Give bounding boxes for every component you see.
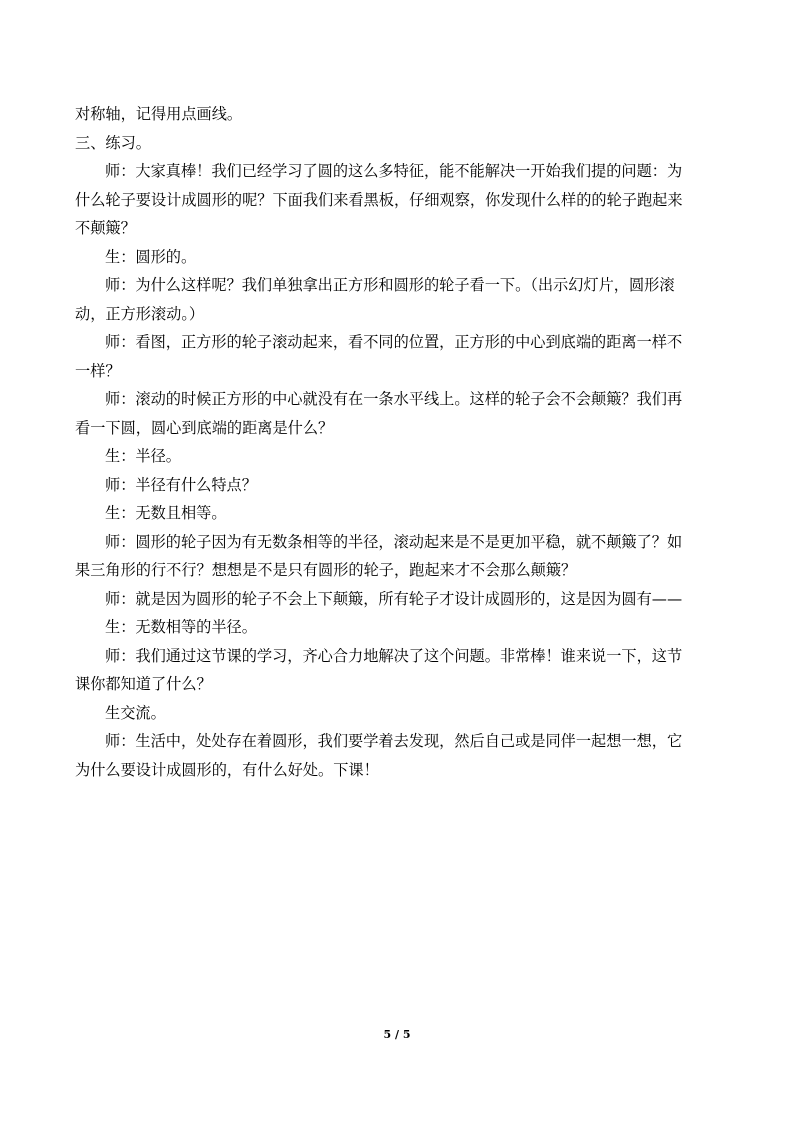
page-number: 5 / 5 [383,1028,411,1041]
text-line: 不颠簸？ [75,219,136,237]
text-line: 师：滚动的时候正方形的中心就没有在一条水平线上。这样的轮子会不会颠簸？我们再 [105,390,683,408]
text-line: 师：大家真棒！我们已经学习了圆的这么多特征，能不能解决一开始我们提的问题：为 [105,162,683,180]
text-line: 生：无数相等的半径。 [105,618,257,636]
text-line: 什么轮子要设计成圆形的呢？下面我们来看黑板，仔细观察，你发现什么样的的轮子跑起来 [75,190,683,209]
section-heading: 三、练习。 [75,133,151,152]
text-line: 课你都知道了什么？ [75,675,212,693]
text-line: 看一下圆，圆心到底端的距离是什么？ [75,418,334,437]
text-line: 果三角形的行不行？想想是不是只有圆形的轮子，跑起来才不会那么颠簸？ [75,561,577,579]
text-line: 生：半径。 [105,447,181,465]
text-line: 生交流。 [105,703,166,722]
text-line: 动，正方形滚动。） [75,304,205,323]
text-line: 师：为什么这样呢？我们单独拿出正方形和圆形的轮子看一下。（出示幻灯片，圆形滚 [105,276,675,294]
text-line: 师：生活中，处处存在着圆形，我们要学着去发现，然后自己或是同伴一起想一想，它 [105,732,683,750]
text-line: 生：无数且相等。 [105,504,227,522]
text-line: 一样？ [75,361,121,380]
text-line: 师：就是因为圆形的轮子不会上下颠簸，所有轮子才设计成圆形的，这是因为圆有—— [105,589,683,608]
text-line: 生：圆形的。 [105,247,197,266]
text-line: 师：我们通过这节课的学习，齐心合力地解决了这个问题。非常棒！谁来说一下，这节 [105,646,683,665]
text-line: 师：看图，正方形的轮子滚动起来，看不同的位置，正方形的中心到底端的距离一样不 [105,333,683,351]
text-line: 为什么要设计成圆形的，有什么好处。下课！ [75,760,379,779]
text-line: 师：半径有什么特点？ [105,475,257,494]
text-line: 师：圆形的轮子因为有无数条相等的半径，滚动起来是不是更加平稳，就不颠簸了？如 [105,532,683,551]
text-line: 对称轴，记得用点画线。 [75,105,243,123]
